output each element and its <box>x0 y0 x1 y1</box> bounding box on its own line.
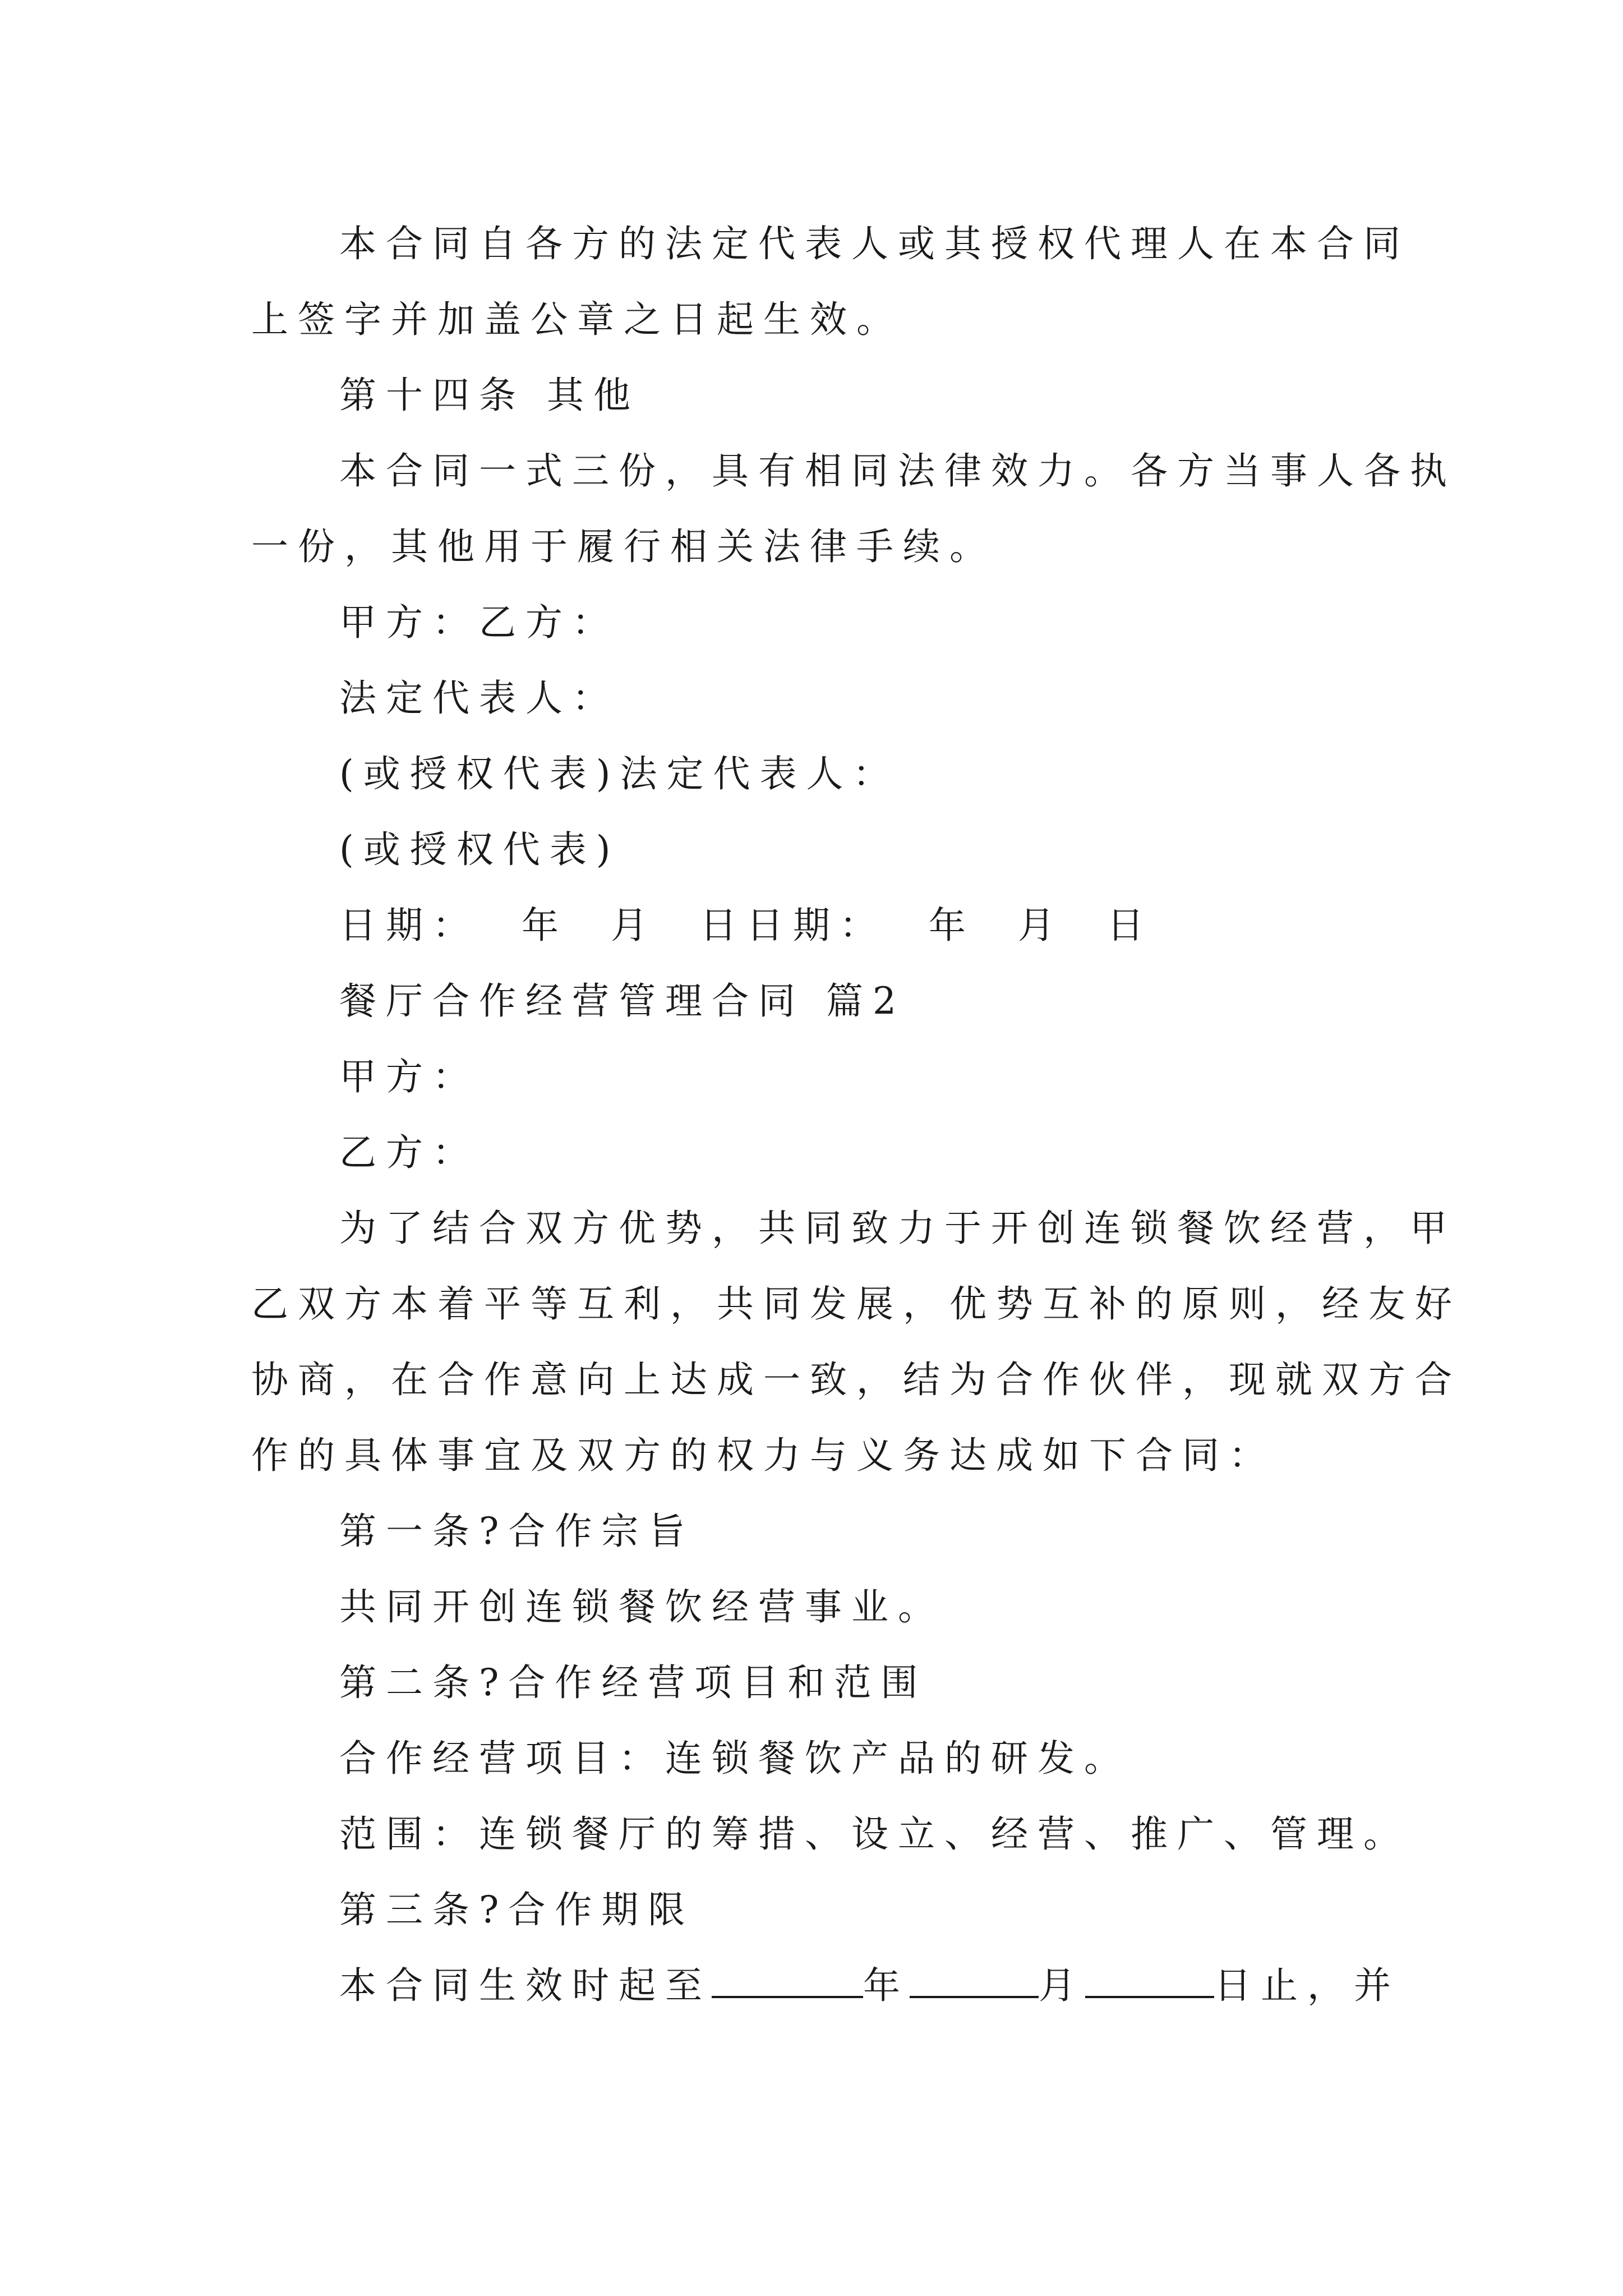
contract-2-title: 餐厅合作经营管理合同 篇2 <box>339 979 906 1023</box>
article-1-body: 共同开创连锁餐饮经营事业。 <box>339 1585 944 1628</box>
paragraph-effective-line-1: 本合同自各方的法定代表人或其授权代理人在本合同 <box>339 222 1410 265</box>
article-2-scope: 范围：连锁餐厅的筹措、设立、经营、推广、管理。 <box>339 1812 1410 1856</box>
year-blank <box>712 1964 863 1998</box>
article-2-project: 合作经营项目：连锁餐饮产品的研发。 <box>339 1737 1131 1780</box>
party-b-label: 乙方： <box>339 1131 479 1174</box>
party-a-label: 甲方： <box>339 1055 479 1098</box>
article-3-term-line <box>339 1963 1400 2008</box>
signature-parties: 甲方：乙方： <box>339 601 619 644</box>
signature-dates: 日期： 年 月 日日期： 年 月 日 <box>339 904 1154 947</box>
preamble-line-1: 为了结合双方优势，共同致力于开创连锁餐饮经营，甲 <box>339 1207 1456 1250</box>
paragraph-copies-line-2: 一份，其他用于履行相关法律手续。 <box>251 525 996 568</box>
day-blank <box>1085 1964 1214 1998</box>
preamble-line-4: 作的具体事宜及双方的权力与义务达成如下合同： <box>251 1434 1275 1477</box>
article-2-heading: 第二条?合作经营项目和范围 <box>339 1661 928 1704</box>
paragraph-copies-line-1: 本合同一式三份，具有相同法律效力。各方当事人各执 <box>339 449 1456 493</box>
day-end-text: 日止，并 <box>1214 1964 1400 2007</box>
preamble-line-2: 乙双方本着平等互利，共同发展，优势互补的原则，经友好 <box>251 1282 1461 1326</box>
month-label: 月 <box>1039 1964 1085 2007</box>
signature-legal-rep: 法定代表人： <box>339 677 619 720</box>
term-start-text: 本合同生效时起至 <box>339 1964 712 2007</box>
signature-authorized-rep-2: (或授权代表) <box>339 828 620 871</box>
paragraph-effective-line-2: 上签字并加盖公章之日起生效。 <box>251 298 903 341</box>
preamble-line-3: 协商，在合作意向上达成一致，结为合作伙伴，现就双方合 <box>251 1358 1461 1401</box>
article-1-heading: 第一条?合作宗旨 <box>339 1510 695 1553</box>
year-label: 年 <box>863 1964 910 2007</box>
article-14-heading: 第十四条 其他 <box>339 374 640 417</box>
article-3-heading: 第三条?合作期限 <box>339 1888 695 1931</box>
month-blank <box>910 1964 1039 1998</box>
signature-authorized-rep-1: (或授权代表)法定代表人： <box>339 752 900 795</box>
